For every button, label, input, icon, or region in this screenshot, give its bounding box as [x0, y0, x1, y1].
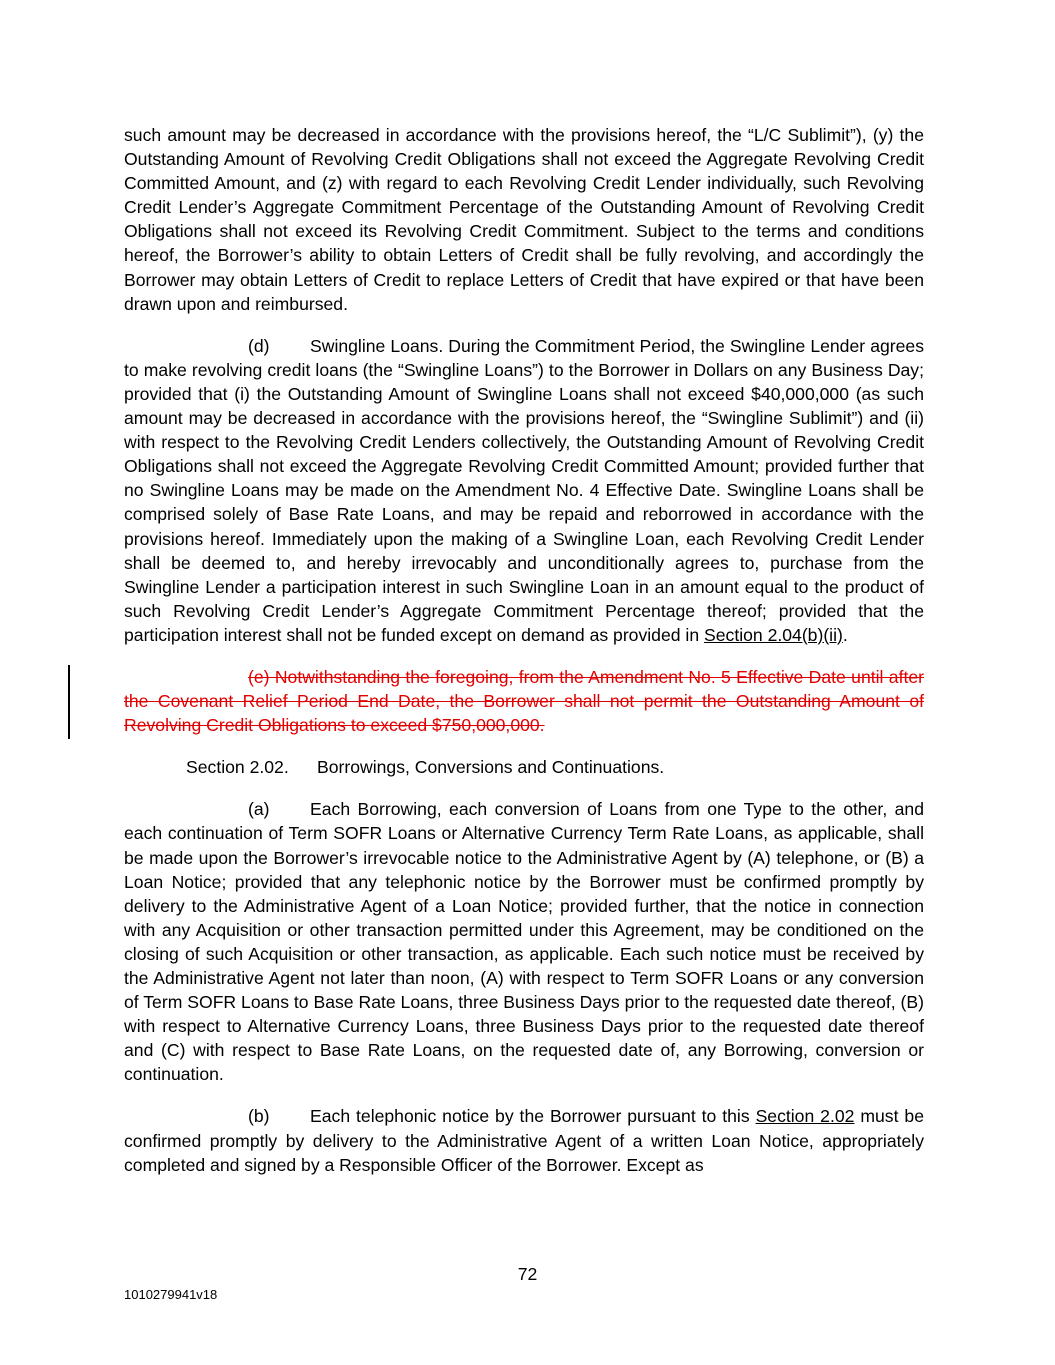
paragraph-text: Swingline Loans. During the Commitment Period, the Swingline Lender agrees to make revolving credit loans (the “Swingline Loans”) to the Borrower in Dollars on any Business Day; provided that (i) the Outstanding Amount of Swingline Loans shall not exceed $40,000,000 (as such amount may be decreased in accordance with the provisions hereof, the “Swingline Sublimit”) and (ii) with respect to the Revolving Credit Lenders collectively, the Outstanding Amount of Revolving Credit Obligations shall not exceed the Aggregate Revolving Credit Committed Amount; provided further that no Swingline Loans may be made on the Amendment No. 4 Effective Date. Swingline Loans shall be comprised solely of Base Rate Loans, and may be repaid and reborrowed in accordance with the provisions hereof. Immediately upon the making of a Swingline Loan, each Revolving Credit Lender shall be deemed to, and hereby irrevocably and unconditionally agrees to, purchase from the Swingline Lender a participation interest in such Swingline Loan in an amount equal to the product of such Revolving Credit Lender’s Aggregate Commitment Percentage thereof; provided that the participation interest shall not be funded except on demand as provided in — [124, 335, 924, 645]
paragraph-text: Each telephonic notice by the Borrower pursuant to this — [310, 1106, 756, 1127]
section-title: Borrowings, Conversions and Continuations. — [317, 757, 665, 778]
deleted-paragraph-e — [124, 665, 924, 737]
deleted-text: (e) Notwithstanding the foregoing, from the Amendment No. 5 Effective Date until after the Covenant Relief Period End Date, the Borrower shall not permit the Outstanding Amount of Revolving Credit Obligations to exceed $750,000,000. — [124, 666, 924, 736]
paragraph-continuation — [124, 123, 924, 316]
document-id: 1010279941v18 — [124, 1287, 218, 1302]
paragraph-d-swingline-loans: (d) Swingline Loans. During the Commitment Period, the Swingline Lender agrees to make revolving credit loans (the “Swingline Loans”) to the Borrower in Dollars on any Business Day; provided that (i) the Outstanding Amount of Swingline Loans shall not exceed $40,000,000 (as such amount may be decreased in accordance with the provisions hereof, the “Swingline Sublimit”) and (ii) with respect to the Revolving Credit Lenders collectively, the Outstanding Amount of Revolving Credit Obligations shall not exceed the Aggregate Revolving Credit Committed Amount; provided further that no Swingline Loans may be made on the Amendment No. 4 Effective Date. Swingline Loans shall be comprised solely of Base Rate Loans, and may be repaid and reborrowed in accordance with the provisions hereof. Immediately upon the making of a Swingline Loan, each Revolving Credit Lender shall be deemed to, and hereby irrevocably and unconditionally agrees to, purchase from the Swingline Lender a participation interest in such Swingline Loan in an amount equal to the product of such Revolving Credit Lender’s Aggregate Commitment Percentage thereof; provided that the participation interest shall not be funded except on demand as provided in Section 2.04(b)(ii). — [124, 335, 924, 645]
clause-label-a: (a) — [248, 799, 270, 820]
paragraph-text: such amount may be decreased in accordance with the provisions hereof, the “L/C Sublimit”), (y) the Outstanding Amount of Revolving Credit Obligations shall not exceed the Aggregate Revolving Credit Committed Amount, and (z) with regard to each Revolving Credit Lender individually, such Revolving Credit Lender’s Aggregate Commitment Percentage of the Outstanding Amount of Revolving Credit Obligations shall not exceed its Revolving Credit Commitment. Subject to the terms and conditions hereof, the Borrower’s ability to obtain Letters of Credit shall be fully revolving, and accordingly the Borrower may obtain Letters of Credit to replace Letters of Credit that have expired or that have been drawn upon and reimbursed. — [124, 125, 924, 314]
paragraph-a-borrowings — [124, 797, 924, 1086]
change-bar — [68, 665, 70, 739]
clause-label-d: (d) — [248, 335, 270, 356]
section-heading — [186, 755, 924, 779]
paragraph-text: Each Borrowing, each conversion of Loans from one Type to the other, and each continuation of Term SOFR Loans or Alternative Currency Term Rate Loans, as applicable, shall be made upon the Borrower’s irrevocable notice to the Administrative Agent by (A) telephone, or (B) a Loan Notice; provided that any telephonic notice by the Borrower must be confirmed promptly by delivery to the Administrative Agent of a Loan Notice; provided further, that the notice in connection with any Acquisition or other transaction permitted under this Agreement, may be conditioned on the closing of such Acquisition or other transaction, as applicable. Each such notice must be received by the Administrative Agent not later than noon, (A) with respect to Term SOFR Loans or any conversion of Term SOFR Loans to Base Rate Loans, three Business Days prior to the requested date thereof, (B) with respect to Alternative Currency Loans, three Business Days prior to the requested date thereof and (C) with respect to Base Rate Loans, on the requested date of, any Borrowing, conversion or continuation. — [124, 799, 924, 1085]
paragraph-b-telephonic-notice: (b) Each telephonic notice by the Borrower pursuant to this Section 2.02 must be confirmed promptly by delivery to the Administrative Agent of a written Loan Notice, appropriately completed and signed by a Responsible Officer of the Borrower. Except as — [124, 1106, 924, 1175]
section-number: Section 2.02. — [186, 757, 289, 778]
page-number: 72 — [517, 1264, 538, 1284]
section-reference-2-04: Section 2.04(b)(ii) — [704, 624, 843, 645]
document-body — [124, 123, 924, 1195]
section-reference-2-02: Section 2.02 — [755, 1106, 855, 1127]
clause-label-b: (b) — [248, 1106, 270, 1127]
